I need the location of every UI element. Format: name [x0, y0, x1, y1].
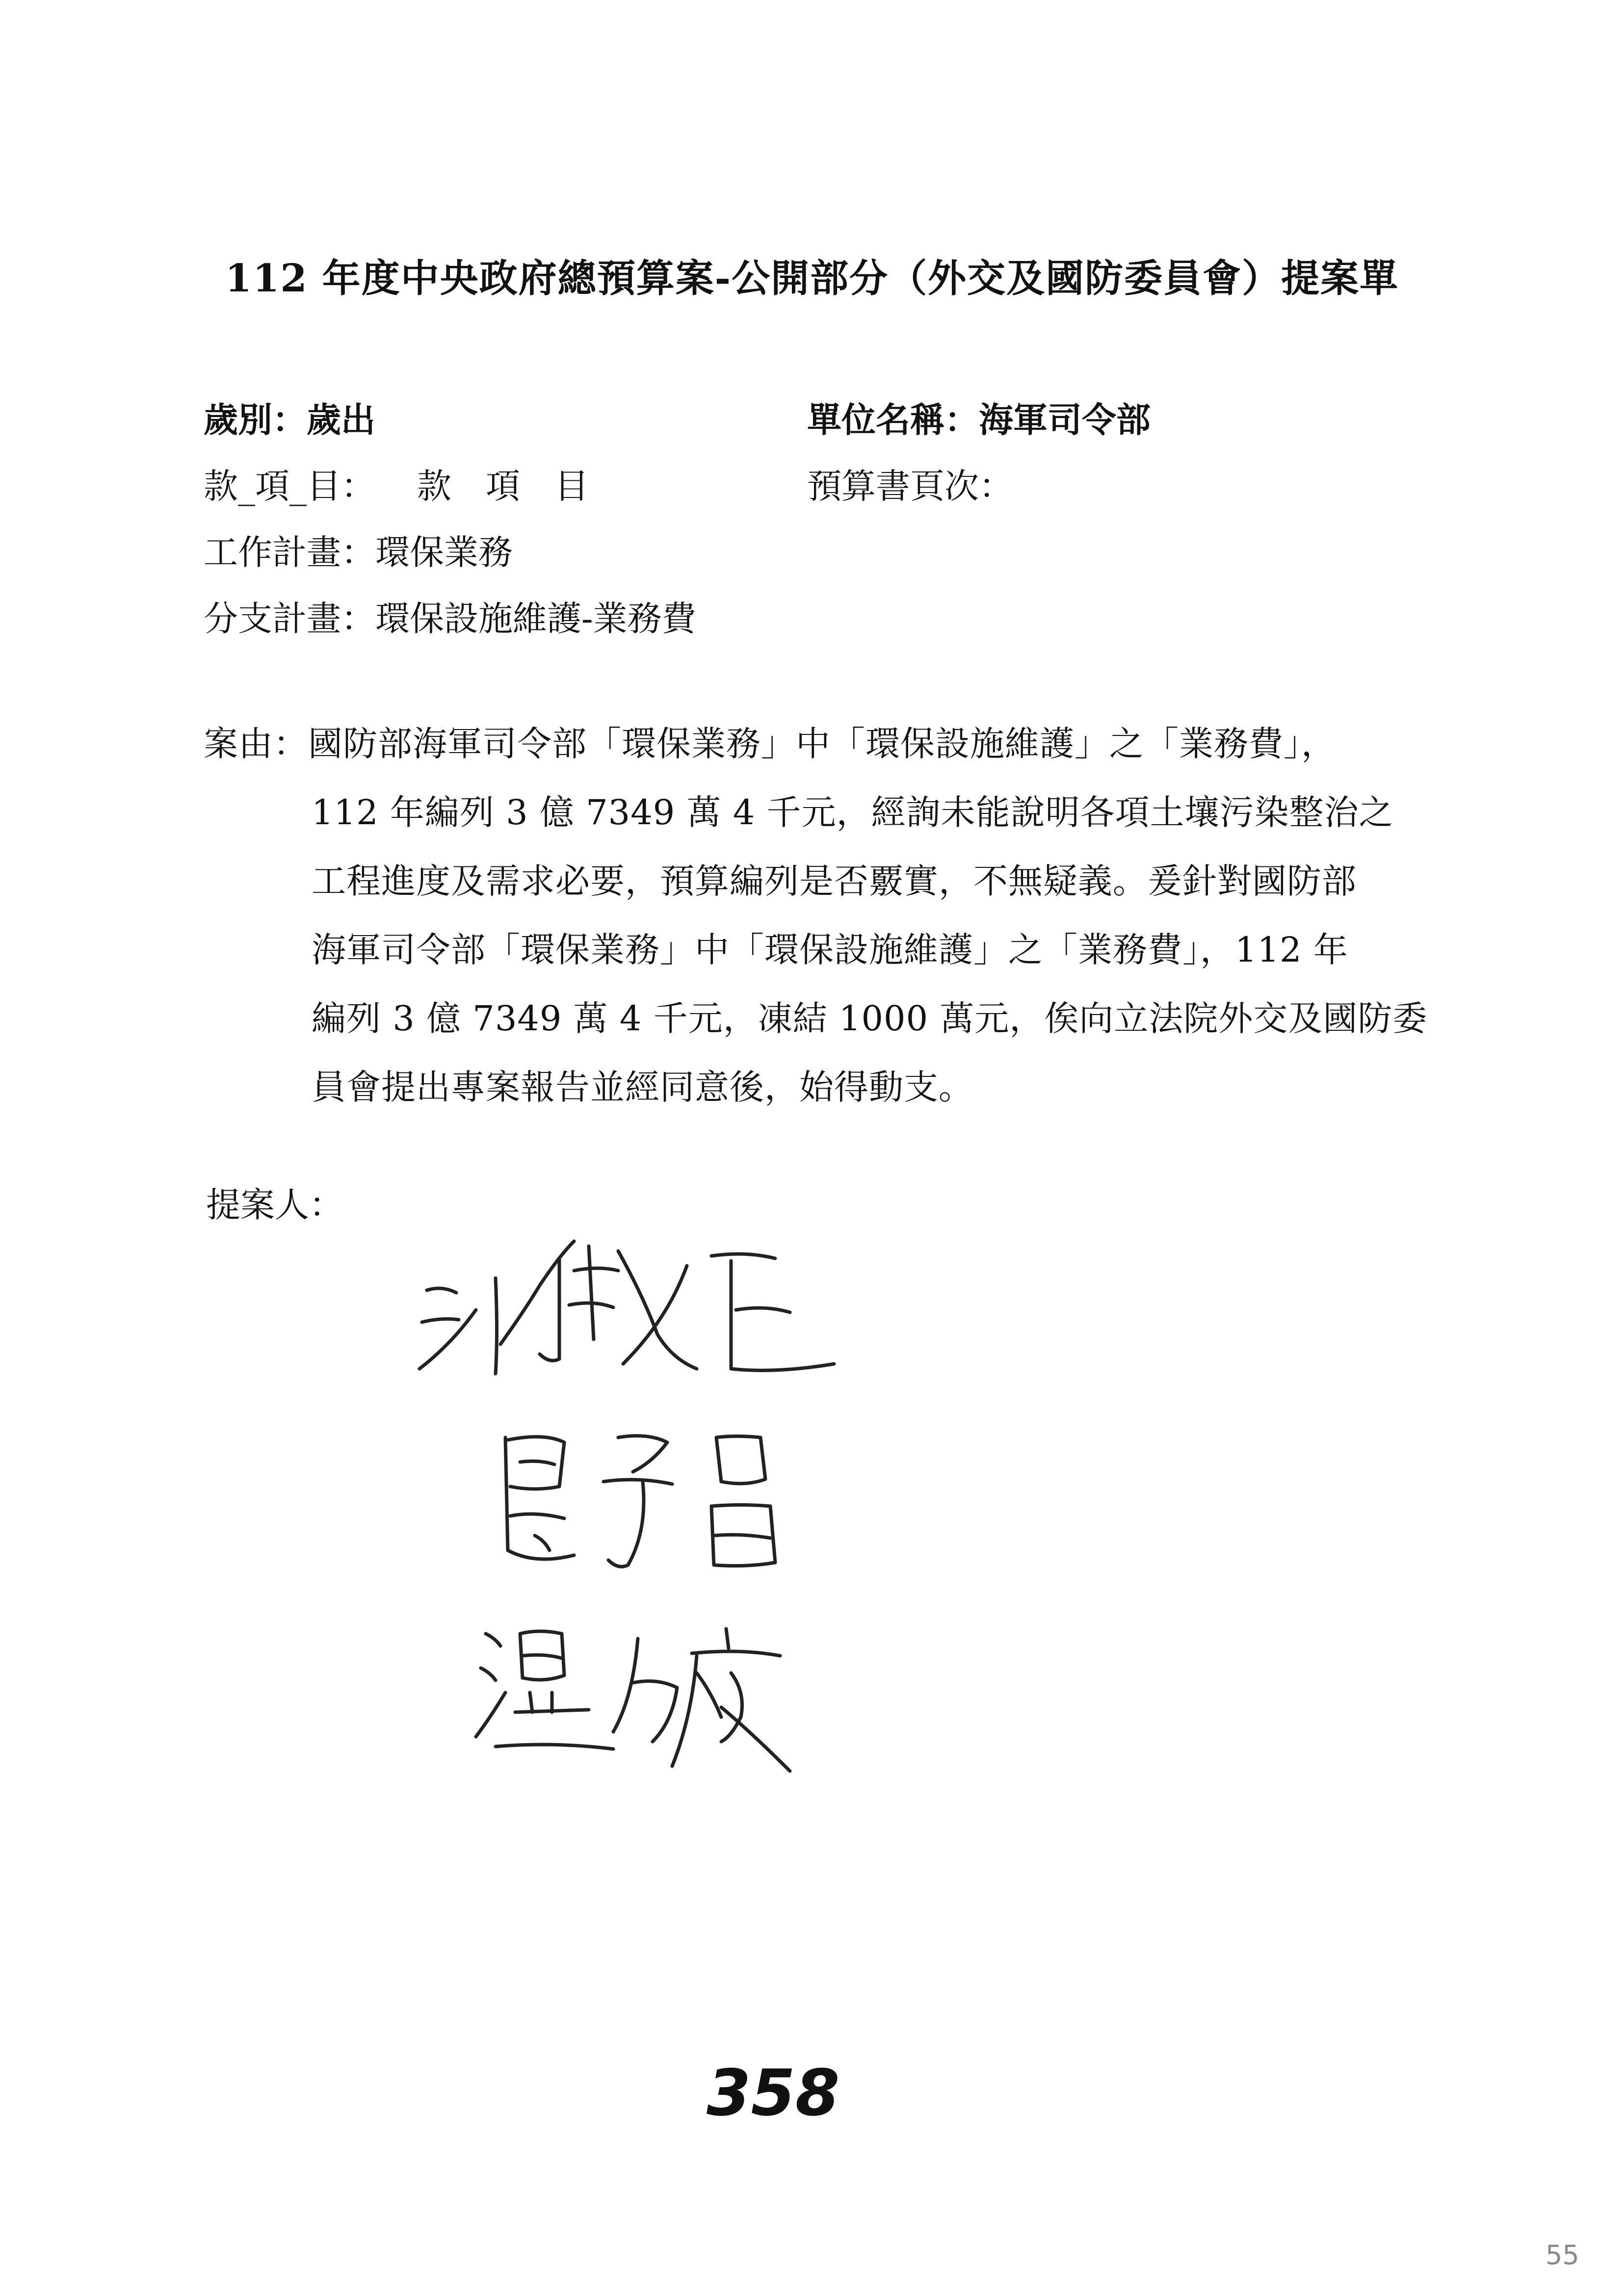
signature-3 [466, 1609, 800, 1776]
work-plan-label: 工作計畫：環保業務 [204, 532, 513, 573]
handwritten-page-number: 358 [707, 2056, 840, 2130]
item-values: 款 項 目 [417, 466, 589, 506]
reason-line: 海軍司令部「環保業務」中「環保設施維護」之「業務費」，112 年 [312, 930, 1348, 970]
reason-line: 112 年編列 3 億 7349 萬 4 千元，經詢未能說明各項土壤污染整治之 [312, 792, 1394, 833]
unit-label: 單位名稱：海軍司令部 [807, 399, 1151, 440]
item-label: 款_項_目： [204, 466, 375, 506]
budget-page-label: 預算書頁次： [807, 466, 1013, 506]
reason-line: 工程進度及需求必要，預算編列是否覈實，不無疑義。爰針對國防部 [312, 861, 1357, 901]
signature-1 [412, 1212, 844, 1388]
reason-line: 案由：國防部海軍司令部「環保業務」中「環保設施維護」之「業務費」， [204, 724, 1336, 764]
proposer-label: 提案人： [206, 1185, 343, 1225]
page-title: 112 年度中央政府總預算案-公開部分（外交及國防委員會）提案單 [225, 256, 1399, 301]
sub-plan-label: 分支計畫：環保設施維護-業務費 [204, 599, 696, 639]
page-mark: 55 [1545, 2240, 1579, 2270]
signature-2 [491, 1418, 805, 1585]
reason-line: 員會提出專案報告並經同意後，始得動支。 [312, 1067, 973, 1107]
category-label: 歲別：歲出 [204, 399, 375, 440]
reason-line: 編列 3 億 7349 萬 4 千元，凍結 1000 萬元，俟向立法院外交及國防委 [312, 998, 1428, 1039]
